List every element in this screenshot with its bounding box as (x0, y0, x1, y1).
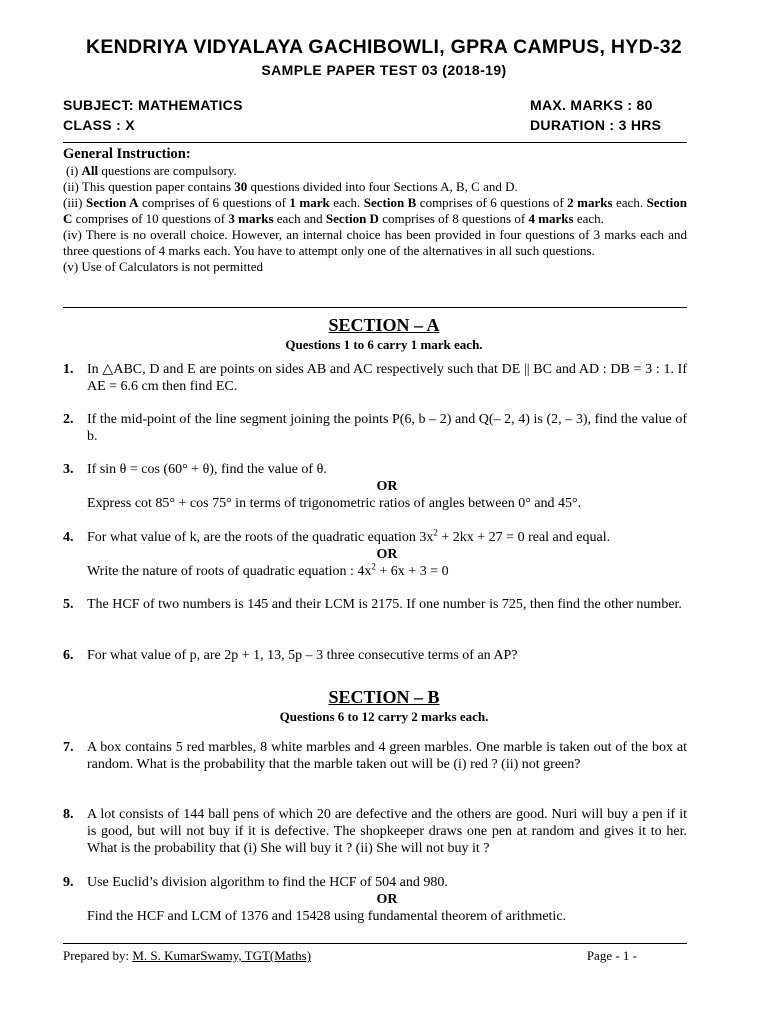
instruction-v: (v) Use of Calculators is not permitted (63, 259, 264, 274)
question-alternative: Find the HCF and LCM of 1376 and 15428 using fundamental theorem of arithmetic. (87, 909, 567, 924)
question-text: A box contains 5 red marbles, 8 white marbles and 4 green marbles. One marble is taken out of the box at random. What is the probability that the marble taken out will be (i) red ? (ii) not green? (87, 740, 687, 772)
question-8 (63, 806, 687, 857)
instruction-i: (i) All questions are compulsory. (66, 163, 237, 178)
page-number: Page - 1 - (586, 948, 637, 963)
question-9 (63, 874, 687, 925)
section-a-subtitle: Questions 1 to 6 carry 1 mark each. (285, 337, 483, 352)
or-label: OR (376, 892, 398, 907)
general-instructions (63, 145, 687, 275)
instruction-iii: (iii) Section A comprises of 6 questions of 1 mark each. Section B comprises of 6 questions of 2 marks each. Section C comprises of 10 questions of 3 marks each and Section D comprises of 8 questions of 4 marks each. (63, 195, 688, 226)
question-number: 3. (63, 462, 74, 477)
question-2 (63, 411, 687, 445)
section-a-header (0, 315, 768, 353)
section-b-subtitle: Questions 6 to 12 carry 2 marks each. (279, 709, 489, 724)
question-6 (63, 647, 687, 664)
author-name: M. S. KumarSwamy, TGT(Maths) (132, 948, 312, 963)
or-label: OR (376, 547, 398, 562)
question-number: 8. (63, 807, 74, 822)
question-3 (63, 461, 687, 512)
instruction-ii: (ii) This question paper contains 30 questions divided into four Sections A, B, C and D. (63, 179, 518, 194)
duration-label: DURATION : 3 HRS (530, 117, 662, 133)
question-number: 6. (63, 648, 74, 663)
instructions-title: General Instruction: (63, 146, 191, 162)
question-5 (63, 596, 687, 613)
question-text: A lot consists of 144 ball pens of which 20 are defective and the others are good. Nuri will buy a pen if it is good, but will not buy if it is defective. The shopkeeper draws one pen at random and gives it to her. What is the probability that (i) She will buy it ? (ii) She will not buy it ? (87, 807, 687, 856)
question-text: If sin θ = cos (60° + θ), find the value of θ. (87, 462, 327, 477)
paper-title: SAMPLE PAPER TEST 03 (2018-19) (261, 62, 507, 78)
footer-rule (63, 943, 687, 944)
max-marks-label: MAX. MARKS : 80 (530, 97, 653, 113)
question-alternative: Express cot 85° + cos 75° in terms of trigonometric ratios of angles between 0° and 45°. (87, 496, 582, 511)
prepared-by: Prepared by: M. S. KumarSwamy, TGT(Maths) (63, 948, 312, 963)
instructions-rule (63, 307, 687, 308)
question-text: The HCF of two numbers is 145 and their LCM is 2175. If one number is 725, then find the other number. (87, 597, 682, 612)
header-rule (63, 142, 687, 143)
section-b-title: SECTION – B (328, 687, 440, 707)
instruction-iv: (iv) There is no overall choice. However, an internal choice has been provided in four questions of 3 marks each and three questions of 4 marks each. You have to attempt only one of the alternatives in all such questions. (63, 227, 687, 258)
question-number: 4. (63, 530, 74, 545)
question-7 (63, 739, 687, 773)
class-label: CLASS : X (63, 117, 135, 133)
question-text: If the mid-point of the line segment joining the points P(6, b – 2) and Q(– 2, 4) is (2, – 3), find the value of b. (87, 412, 687, 444)
school-title: KENDRIYA VIDYALAYA GACHIBOWLI, GPRA CAMPUS, HYD-32 (85, 36, 683, 58)
question-number: 2. (63, 412, 74, 427)
or-label: OR (376, 479, 398, 494)
question-1 (63, 361, 687, 395)
question-4 (63, 529, 687, 580)
question-number: 1. (63, 362, 74, 377)
section-b-header (0, 687, 768, 725)
question-text: For what value of k, are the roots of the quadratic equation $3x^2 + 2kx + 27 = 0$ real and equal. (87, 527, 611, 545)
section-a-title: SECTION – A (328, 315, 440, 335)
question-number: 7. (63, 740, 74, 755)
question-number: 5. (63, 597, 74, 612)
question-text: For what value of p, are 2p + 1, 13, 5p – 3 three consecutive terms of an AP? (87, 648, 518, 663)
question-text: Use Euclid’s division algorithm to find the HCF of 504 and 980. (87, 875, 448, 890)
question-text: In △ABC, D and E are points on sides AB and AC respectively such that DE || BC and AD : DB = 3 : 1. If AE = 6.6 cm then find EC. (87, 362, 687, 394)
subject-label: SUBJECT: MATHEMATICS (63, 97, 243, 113)
question-alternative: Write the nature of roots of quadratic equation : $4x^2 + 6x + 3 = 0$ (87, 561, 449, 579)
question-number: 9. (63, 875, 74, 890)
